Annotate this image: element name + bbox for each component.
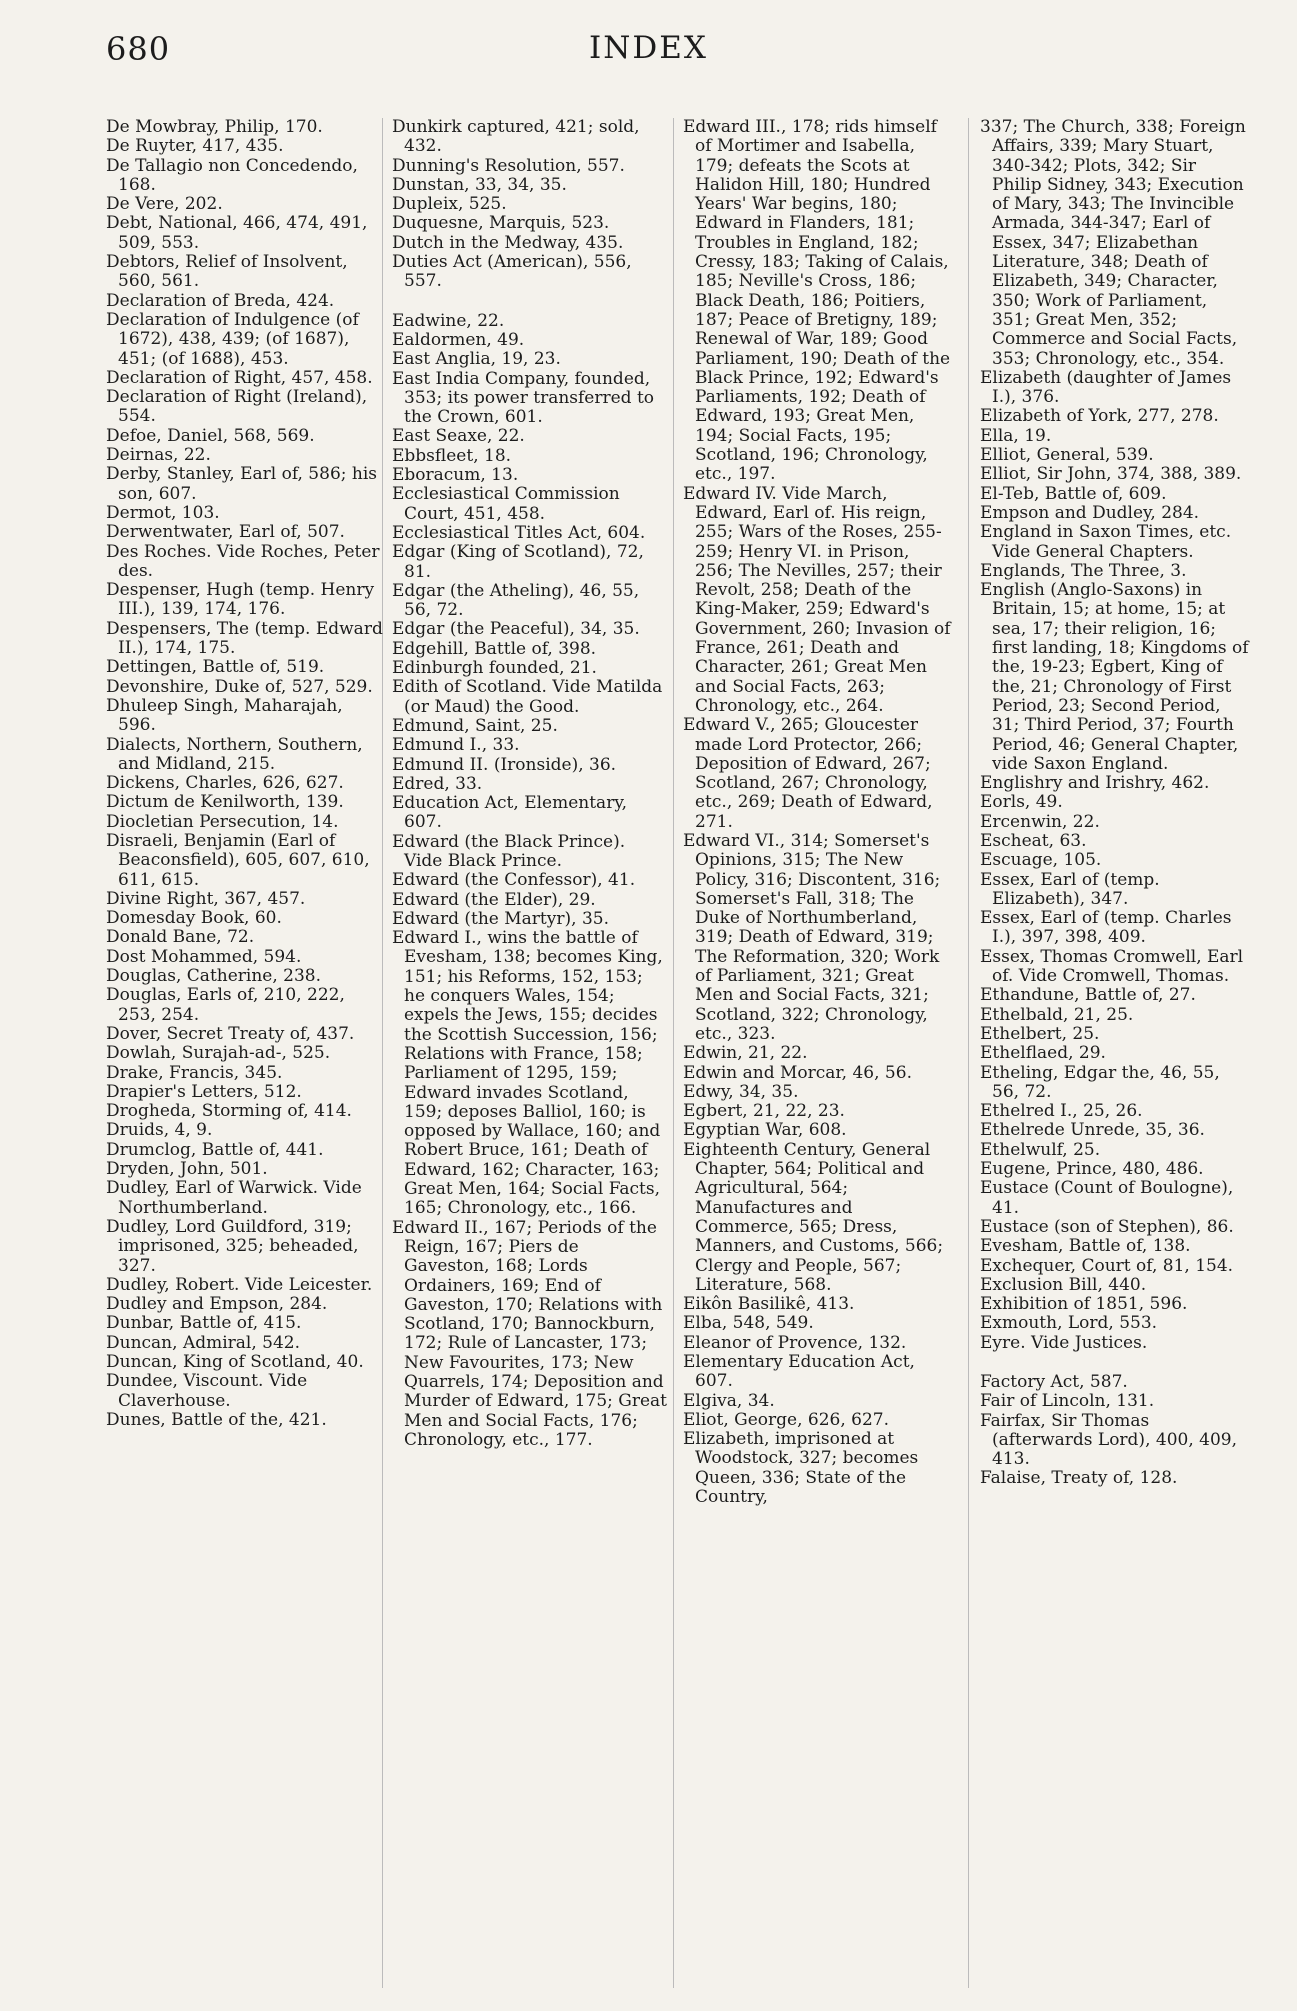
index-column-2 xyxy=(392,118,668,1450)
index-entry: Exclusion Bill, 440. xyxy=(980,1274,1147,1295)
index-entry: East Seaxe, 22. xyxy=(392,426,525,447)
index-entry: Edith of Scotland. Vide Matilda (or Maud) the Good. xyxy=(392,677,663,717)
page-title: INDEX xyxy=(589,30,708,66)
index-entry: Factory Act, 587. xyxy=(980,1372,1128,1392)
index-entry: Dover, Secret Treaty of, 437. xyxy=(106,1023,355,1044)
index-entry: Declaration of Breda, 424. xyxy=(106,290,335,311)
index-entry: Eadwine, 22. xyxy=(392,310,505,331)
index-entry: Dryden, John, 501. xyxy=(106,1159,268,1180)
index-entry: Dundee, Viscount. Vide Claverhouse. xyxy=(106,1371,308,1411)
index-entry: Dunbar, Battle of, 415. xyxy=(106,1313,302,1334)
index-entry: Edmund II. (Ironside), 36. xyxy=(392,754,617,775)
index-entry: Fair of Lincoln, 131. xyxy=(980,1391,1155,1412)
index-entry: Drapier's Letters, 512. xyxy=(106,1081,302,1102)
index-entry: Egbert, 21, 22, 23. xyxy=(683,1101,845,1122)
index-entry: Dermot, 103. xyxy=(106,502,220,523)
index-entry: Declaration of Right, 457, 458. xyxy=(106,367,373,388)
index-entry: Eighteenth Century, General Chapter, 564; Political and Agricultural, 564; Manufactures and Commerce, 565; Dress, Manners, and Customs, 566; Clergy and People, 567; Literature, 568. xyxy=(683,1139,944,1295)
index-entry: Dudley, Earl of Warwick. Vide Northumberland. xyxy=(106,1178,362,1218)
index-entry: East Anglia, 19, 23. xyxy=(392,349,561,370)
index-entry: Ealdormen, 49. xyxy=(392,329,525,350)
index-entry: Edward III., 178; rids himself of Mortimer and Isabella, 179; defeats the Scots at Halidon Hill, 180; Hundred Years' War begins, 180; Edward in Flanders, 181; Troubles in England, 182; Cressy, 183; Taking of Calais, 185; Neville's Cross, 186; Black Death, 186; Poitiers, 187; Peace of Bretigny, 189; Renewal of War, 189; Good Parliament, 190; Death of the Black Prince, 192; Edward's Parliaments, 192; Death of Edward, 193; Great Men, 194; Social Facts, 195; Scotland, 196; Chronology, etc., 197. xyxy=(683,117,951,485)
index-entry: Dowlah, Surajah-ad-, 525. xyxy=(106,1043,331,1064)
index-entry: Eliot, George, 626, 627. xyxy=(683,1409,890,1430)
index-column-1 xyxy=(106,118,384,1430)
index-entry: Edward I., wins the battle of Evesham, 138; becomes King, 151; his Reforms, 152, 153; he conquers Wales, 154; expels the Jews, 155; decides the Scottish Succession, 156; Relations with France, 158; Parliament of 1295, 159; Edward invades Scotland, 159; deposes Balliol, 160; is opposed by Wallace, 160; and Robert Bruce, 161; Death of Edward, 162; Character, 163; Great Men, 164; Social Facts, 165; Chronology, etc., 166. xyxy=(392,928,663,1219)
index-entry: Derby, Stanley, Earl of, 586; his son, 607. xyxy=(106,464,377,504)
index-entry: Eyre. Vide Justices. xyxy=(980,1332,1148,1353)
index-entry: Edmund I., 33. xyxy=(392,735,520,756)
page-header xyxy=(0,30,1297,70)
index-entry: Declaration of Indulgence (of 1672), 438, 439; (of 1687), 451; (of 1688), 453. xyxy=(106,309,359,369)
index-entry: Exmouth, Lord, 553. xyxy=(980,1313,1158,1334)
index-entry: Elizabeth (daughter of James I.), 376. xyxy=(980,367,1232,408)
index-entry: Edmund, Saint, 25. xyxy=(392,715,558,736)
index-entry: Edwin, 21, 22. xyxy=(683,1043,808,1064)
index-entry: Elementary Education Act, 607. xyxy=(683,1352,915,1392)
index-entry: Edward (the Martyr), 35. xyxy=(392,908,609,929)
index-entry: De Vere, 202. xyxy=(106,194,223,215)
index-entry: Exhibition of 1851, 596. xyxy=(980,1294,1188,1315)
index-entry: Edward II., 167; Periods of the Reign, 167; Piers de Gaveston, 168; Lords Ordainers, 169; End of Gaveston, 170; Relations with Scotland, 170; Bannockburn, 172; Rule of Lancaster, 173; New Favourites, 173; New Quarrels, 174; Deposition and Murder of Edward, 175; Great Men and Social Facts, 176; Chronology, etc., 177. xyxy=(392,1217,667,1450)
index-entry: Essex, Earl of (temp. Elizabeth), 347. xyxy=(980,869,1160,909)
index-column-4 xyxy=(980,118,1250,1489)
index-entry: Eboracum, 13. xyxy=(392,465,519,486)
index-entry: Defoe, Daniel, 568, 569. xyxy=(106,425,315,446)
index-entry: Edgar (the Peaceful), 34, 35. xyxy=(392,619,640,640)
index-entry: Dictum de Kenilworth, 139. xyxy=(106,792,344,813)
index-entry: Eustace (Count of Boulogne), 41. xyxy=(980,1178,1234,1218)
index-entry: Despensers, The (temp. Edward II.), 174, 175. xyxy=(106,618,383,659)
index-entry: Edward VI., 314; Somerset's Opinions, 315; The New Policy, 316; Discontent, 316; Somerset's Fall, 318; The Duke of Northumberland, 319; Death of Edward, 319; The Reformation, 320; Work of Parliament, 321; Great Men and Social Facts, 321; Scotland, 322; Chronology, etc., 323. xyxy=(683,830,941,1044)
index-column-3 xyxy=(683,118,953,1507)
index-entry: Empson and Dudley, 284. xyxy=(980,502,1200,523)
index-entry: Ethelrede Unrede, 35, 36. xyxy=(980,1120,1205,1141)
index-entry: Edward V., 265; Gloucester made Lord Protector, 266; Deposition of Edward, 267; Scotland, 267; Chronology, etc., 269; Death of Edward, 271. xyxy=(683,715,933,832)
index-entry: Ercenwin, 22. xyxy=(980,811,1100,832)
index-entry: Donald Bane, 72. xyxy=(106,927,255,948)
index-entry: Domesday Book, 60. xyxy=(106,908,282,929)
index-entry: Dunkirk captured, 421; sold, 432. xyxy=(392,117,640,157)
index-entry: Escuage, 105. xyxy=(980,850,1102,871)
index-entry: Douglas, Earls of, 210, 222, 253, 254. xyxy=(106,985,345,1025)
index-entry: Eikôn Basilikê, 413. xyxy=(683,1294,855,1315)
index-entry: Englands, The Three, 3. xyxy=(980,560,1187,581)
index-entry: Edgar (the Atheling), 46, 55, 56, 72. xyxy=(392,580,640,621)
index-entry: Elizabeth of York, 277, 278. xyxy=(980,406,1219,427)
index-entry: Dudley, Lord Guildford, 319; imprisoned, 325; beheaded, 327. xyxy=(106,1216,359,1276)
index-entry: England in Saxon Times, etc. Vide General Chapters. xyxy=(980,522,1232,562)
section-gap xyxy=(980,1353,1250,1373)
index-entry: Deirnas, 22. xyxy=(106,445,211,466)
index-entry: Eleanor of Provence, 132. xyxy=(683,1332,907,1353)
index-entry: Duncan, Admiral, 542. xyxy=(106,1332,301,1353)
index-entry: Dettingen, Battle of, 519. xyxy=(106,657,325,678)
index-entry: Etheling, Edgar the, 46, 55, 56, 72. xyxy=(980,1062,1220,1102)
index-entry: Ella, 19. xyxy=(980,425,1052,446)
index-entry: Dudley and Empson, 284. xyxy=(106,1294,328,1315)
index-entry: Escheat, 63. xyxy=(980,830,1087,851)
index-entry: English (Anglo-Saxons) in Britain, 15; at home, 15; at sea, 17; their religion, 16; first landing, 18; Kingdoms of the, 19-23; Egbert, King of the, 21; Chronology of First Period, 23; Second Period, 31; Third Period, 37; Fourth Period, 46; General Chapter, vide Saxon England. xyxy=(980,580,1249,774)
column-divider xyxy=(673,118,674,1988)
index-entry: Elgiva, 34. xyxy=(683,1390,775,1411)
index-entry: El-Teb, Battle of, 609. xyxy=(980,483,1167,504)
index-entry: Elba, 548, 549. xyxy=(683,1313,814,1334)
index-entry: Des Roches. Vide Roches, Peter des. xyxy=(106,541,380,581)
index-entry: Ethelbald, 21, 25. xyxy=(980,1004,1134,1025)
index-entry: Drake, Francis, 345. xyxy=(106,1062,283,1083)
index-entry: Dunstan, 33, 34, 35. xyxy=(392,174,567,195)
index-entry: Duquesne, Marquis, 523. xyxy=(392,213,610,234)
index-entry: Ethelflaed, 29. xyxy=(980,1043,1106,1064)
index-entry: Edward IV. Vide March, Edward, Earl of. His reign, 255; Wars of the Roses, 255-259; Henry VI. in Prison, 256; The Nevilles, 257; their Revolt, 258; Death of the King-Maker, 259; Edward's Government, 260; Invasion of France, 261; Death and Character, 261; Great Men and Social Facts, 263; Chronology, etc., 264. xyxy=(683,483,951,716)
index-entry: Englishry and Irishry, 462. xyxy=(980,773,1210,794)
index-entry: Elliot, Sir John, 374, 388, 389. xyxy=(980,464,1242,485)
index-entry: Ebbsfleet, 18. xyxy=(392,445,512,466)
index-entry: Eorls, 49. xyxy=(980,792,1063,813)
index-entry: Dutch in the Medway, 435. xyxy=(392,232,624,253)
index-entry: Dunes, Battle of the, 421. xyxy=(106,1409,327,1430)
index-entry: Dupleix, 525. xyxy=(392,194,507,215)
index-entry: Egyptian War, 608. xyxy=(683,1120,847,1141)
page-number: 680 xyxy=(106,30,171,68)
index-entry: Eustace (son of Stephen), 86. xyxy=(980,1216,1234,1237)
index-entry: De Tallagio non Concedendo, 168. xyxy=(106,155,358,195)
index-entry: De Mowbray, Philip, 170. xyxy=(106,117,323,137)
index-entry: Elizabeth, imprisoned at Woodstock, 327; becomes Queen, 336; State of the Country, xyxy=(683,1429,919,1508)
index-entry: Debt, National, 466, 474, 491, 509, 553. xyxy=(106,213,368,253)
index-entry: Dost Mohammed, 594. xyxy=(106,946,302,967)
index-entry: Edgehill, Battle of, 398. xyxy=(392,638,597,659)
index-entry: Druids, 4, 9. xyxy=(106,1120,213,1141)
index-entry: Dhuleep Singh, Maharajah, 596. xyxy=(106,695,343,736)
index-entry: Drumclog, Battle of, 441. xyxy=(106,1139,324,1160)
index-entry: Dialects, Northern, Southern, and Midland, 215. xyxy=(106,734,363,774)
index-entry: Dickens, Charles, 626, 627. xyxy=(106,773,344,794)
index-entry: Education Act, Elementary, 607. xyxy=(392,793,628,833)
index-entry: Dudley, Robert. Vide Leicester. xyxy=(106,1274,373,1295)
index-entry: Edwin and Morcar, 46, 56. xyxy=(683,1062,912,1083)
index-entry: Duncan, King of Scotland, 40. xyxy=(106,1352,364,1372)
index-entry: Edward (the Black Prince). Vide Black Prince. xyxy=(392,831,626,871)
index-entry: Ecclesiastical Commission Court, 451, 458. xyxy=(392,484,620,524)
section-gap xyxy=(392,292,668,312)
index-entry: Disraeli, Benjamin (Earl of Beaconsfield), 605, 607, 610, 611, 615. xyxy=(106,830,370,890)
index-entry: Drogheda, Storming of, 414. xyxy=(106,1101,352,1122)
index-entry: Ecclesiastical Titles Act, 604. xyxy=(392,522,646,543)
index-entry: Ethelred I., 25, 26. xyxy=(980,1101,1143,1122)
index-entry: Edwy, 34, 35. xyxy=(683,1081,799,1102)
index-entry: Fairfax, Sir Thomas (afterwards Lord), 400, 409, 413. xyxy=(980,1410,1237,1470)
index-entry: Essex, Thomas Cromwell, Earl of. Vide Cromwell, Thomas. xyxy=(980,946,1244,987)
index-entry: Ethandune, Battle of, 27. xyxy=(980,985,1196,1006)
index-entry: Edred, 33. xyxy=(392,773,483,794)
index-entry: East India Company, founded, 353; its power transferred to the Crown, 601. xyxy=(392,368,655,428)
index-entry: Duties Act (American), 556, 557. xyxy=(392,252,632,292)
index-entry: Falaise, Treaty of, 128. xyxy=(980,1468,1178,1489)
index-entry: Evesham, Battle of, 138. xyxy=(980,1236,1191,1257)
index-entry: Eugene, Prince, 480, 486. xyxy=(980,1159,1204,1180)
index-entry: Essex, Earl of (temp. Charles I.), 397, 398, 409. xyxy=(980,908,1232,948)
index-entry: Elliot, General, 539. xyxy=(980,445,1154,466)
index-entry: Diocletian Persecution, 14. xyxy=(106,811,339,832)
index-entry: Exchequer, Court of, 81, 154. xyxy=(980,1255,1234,1276)
index-entry: Debtors, Relief of Insolvent, 560, 561. xyxy=(106,252,348,292)
index-entry: Declaration of Right (Ireland), 554. xyxy=(106,387,368,427)
index-entry: Devonshire, Duke of, 527, 529. xyxy=(106,676,373,697)
index-entry: Derwentwater, Earl of, 507. xyxy=(106,522,345,543)
index-entry: Edward (the Elder), 29. xyxy=(392,889,596,910)
column-divider xyxy=(968,118,969,1988)
index-entry: Dunning's Resolution, 557. xyxy=(392,155,625,176)
index-entry: 337; The Church, 338; Foreign Affairs, 339; Mary Stuart, 340-342; Plots, 342; Sir Philip Sidney, 343; Execution of Mary, 343; The Invincible Armada, 344-347; Earl of Essex, 347; Elizabethan Literature, 348; Death of Elizabeth, 349; Character, 350; Work of Parliament, 351; Great Men, 352; Commerce and Social Facts, 353; Chronology, etc., 354. xyxy=(980,117,1246,369)
index-entry: Douglas, Catherine, 238. xyxy=(106,966,322,987)
index-entry: De Ruyter, 417, 435. xyxy=(106,136,284,157)
index-entry: Edgar (King of Scotland), 72, 81. xyxy=(392,542,644,582)
index-entry: Ethelbert, 25. xyxy=(980,1023,1100,1044)
index-entry: Despenser, Hugh (temp. Henry III.), 139, 174, 176. xyxy=(106,580,375,620)
index-entry: Edward (the Confessor), 41. xyxy=(392,870,636,891)
index-entry: Edinburgh founded, 21. xyxy=(392,658,597,679)
index-entry: Divine Right, 367, 457. xyxy=(106,888,306,909)
index-entry: Ethelwulf, 25. xyxy=(980,1139,1101,1160)
